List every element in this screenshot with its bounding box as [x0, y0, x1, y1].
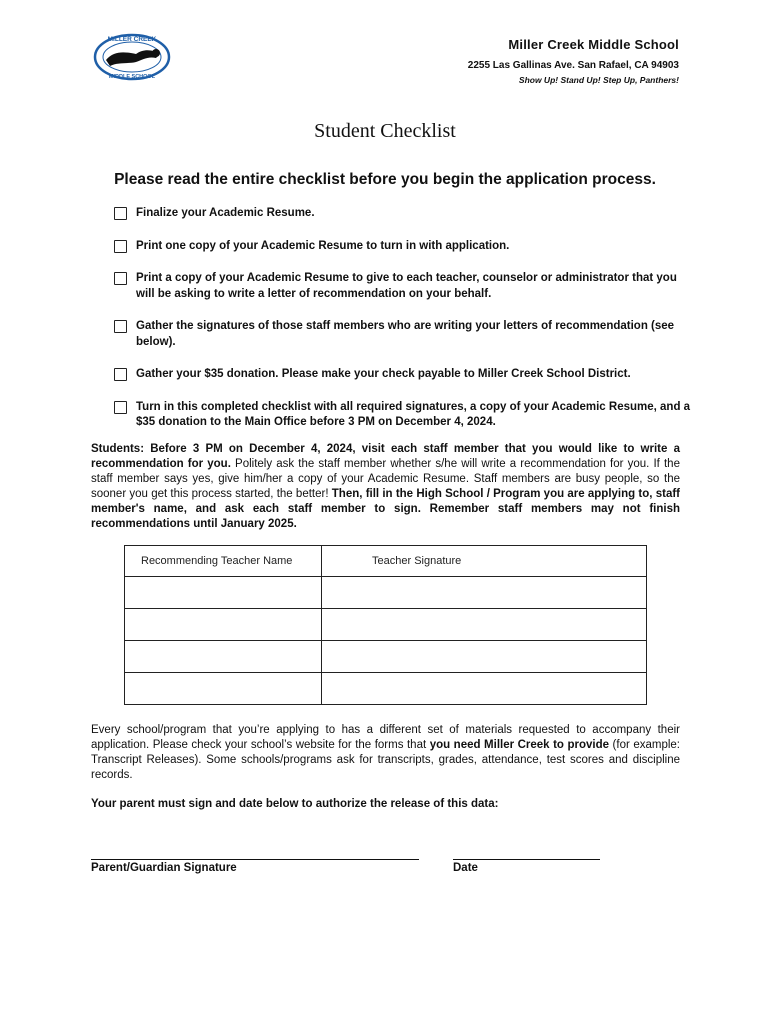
checklist-item: [114, 319, 694, 350]
table-header-row: [125, 546, 647, 577]
teacher-name-cell[interactable]: [125, 609, 322, 641]
teacher-signature-cell[interactable]: [322, 641, 647, 673]
checklist-item: [114, 271, 694, 302]
table-row: [125, 641, 647, 673]
students-instructions-body: Politely ask the staff member whether s/he will write a recommendation for you. If the staff member says yes, give him/her a copy of your Academic Resume. Staff members are busy people, so the sooner you get this process started, the better!: [91, 458, 680, 500]
parent-signature-label: Parent/Guardian Signature: [91, 862, 237, 874]
materials-paragraph-bold: you need Miller Creek to provide: [429, 739, 610, 751]
teacher-signature-cell[interactable]: [322, 577, 647, 609]
checklist-item-text: Print a copy of your Academic Resume to give to each teacher, counselor or administrator that you will be asking to write a letter of recommendation on your behalf.: [136, 272, 677, 300]
svg-text:MILLER CREEK: MILLER CREEK: [107, 36, 157, 43]
checkbox[interactable]: [114, 320, 127, 333]
checklist-item-text: Finalize your Academic Resume.: [136, 207, 315, 219]
teacher-signature-cell[interactable]: [322, 673, 647, 705]
students-instructions-bold-tail: Then, fill in the High School / Program you are applying to, staff member's name, and ask each staff member to sign. Remember staff members may not finish recommendations until January 2025.: [91, 488, 680, 530]
checkbox[interactable]: [114, 401, 127, 414]
school-address: 2255 Las Gallinas Ave. San Rafael, CA 94903: [467, 60, 679, 71]
checklist-item-text: Gather your $35 donation. Please make your check payable to Miller Creek School District.: [136, 368, 631, 380]
teacher-signature-cell[interactable]: [322, 609, 647, 641]
checklist-item-text: Gather the signatures of those staff members who are writing your letters of recommendation (see below).: [136, 320, 675, 348]
checklist-item: [114, 400, 694, 431]
column-header-teacher-name: Recommending Teacher Name: [125, 546, 322, 577]
school-name: Miller Creek Middle School: [508, 37, 679, 52]
parent-signature-line[interactable]: [91, 859, 419, 860]
materials-paragraph: [91, 723, 680, 783]
checklist-item-text: Turn in this completed checklist with all required signatures, a copy of your Academic Resume, and a $35 donation to the Main Office before 3 PM on December 4, 2024.: [136, 400, 691, 428]
parent-authorization-text: Your parent must sign and date below to authorize the release of this data:: [91, 798, 499, 810]
page-title: Student Checklist: [314, 120, 456, 142]
checklist-item: [114, 206, 694, 222]
teacher-name-cell[interactable]: [125, 577, 322, 609]
school-motto: Show Up! Stand Up! Step Up, Panthers!: [518, 75, 679, 85]
checkbox[interactable]: [114, 207, 127, 220]
date-line[interactable]: [453, 859, 600, 860]
checkbox[interactable]: [114, 240, 127, 253]
checklist-item: [114, 239, 694, 255]
checkbox[interactable]: [114, 272, 127, 285]
recommendation-table: [124, 545, 647, 705]
teacher-name-cell[interactable]: [125, 641, 322, 673]
checklist-item: [114, 367, 694, 383]
materials-paragraph-tail: (for example: Transcript Releases). Some schools/programs ask for transcripts, grades, attendance, test scores and discipline records.: [91, 739, 680, 781]
checklist-item-text: Print one copy of your Academic Resume to turn in with application.: [136, 239, 510, 252]
svg-text:MIDDLE SCHOOL: MIDDLE SCHOOL: [108, 74, 156, 80]
column-header-teacher-signature: Teacher Signature: [322, 546, 647, 577]
table-row: [125, 673, 647, 705]
checklist: [114, 206, 694, 431]
date-label: Date: [453, 862, 478, 874]
table-row: [125, 577, 647, 609]
students-instructions: [91, 442, 680, 532]
teacher-name-cell[interactable]: [125, 673, 322, 705]
materials-paragraph-lead: Every school/program that you’re applying to has a different set of materials requested to accompany their application. Please check your school’s website for the forms that: [91, 724, 680, 751]
school-header: [468, 37, 679, 85]
school-logo: [92, 32, 172, 82]
instruction-heading: Please read the entire checklist before you begin the application process.: [114, 171, 656, 188]
checkbox[interactable]: [114, 368, 127, 381]
students-instructions-bold-lead: Students: Before 3 PM on December 4, 2024, visit each staff member that you would like to write a recommendation for you.: [91, 443, 680, 470]
table-row: [125, 609, 647, 641]
